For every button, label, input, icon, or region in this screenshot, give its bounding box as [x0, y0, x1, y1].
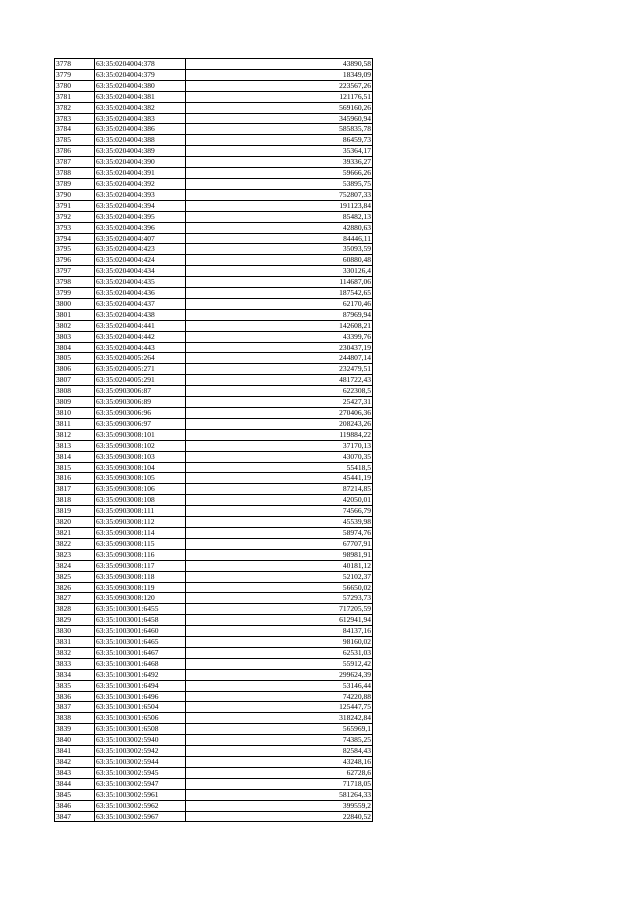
table-row — [55, 724, 373, 735]
cadastral-number-cell: 63:35:0903008:103 — [95, 451, 186, 462]
row-number-cell: 3783 — [55, 113, 95, 124]
table-row — [55, 266, 373, 277]
row-number-cell: 3836 — [55, 691, 95, 702]
row-number-cell: 3809 — [55, 397, 95, 408]
table-row — [55, 757, 373, 768]
table-row — [55, 593, 373, 604]
value-cell: 121176,51 — [186, 91, 373, 102]
value-cell: 86459,73 — [186, 135, 373, 146]
value-cell: 43399,76 — [186, 331, 373, 342]
cadastral-number-cell: 63:35:0204004:435 — [95, 277, 186, 288]
row-number-cell: 3786 — [55, 146, 95, 157]
cadastral-number-cell: 63:35:0204004:391 — [95, 168, 186, 179]
table-row — [55, 484, 373, 495]
row-number-cell: 3792 — [55, 211, 95, 222]
cadastral-number-cell: 63:35:0903008:117 — [95, 560, 186, 571]
value-cell: 84137,16 — [186, 626, 373, 637]
row-number-cell: 3828 — [55, 604, 95, 615]
cadastral-number-cell: 63:35:0903008:112 — [95, 517, 186, 528]
table-row — [55, 789, 373, 800]
cadastral-number-cell: 63:35:1003001:6468 — [95, 658, 186, 669]
value-cell: 37170,13 — [186, 440, 373, 451]
table-row — [55, 91, 373, 102]
value-cell: 57293,73 — [186, 593, 373, 604]
cadastral-number-cell: 63:35:0903008:119 — [95, 582, 186, 593]
cadastral-number-cell: 63:35:0204004:390 — [95, 157, 186, 168]
value-cell: 299624,39 — [186, 669, 373, 680]
value-cell: 43890,58 — [186, 59, 373, 70]
cadastral-number-cell: 63:35:1003001:6465 — [95, 637, 186, 648]
cadastral-number-cell: 63:35:0204005:291 — [95, 375, 186, 386]
row-number-cell: 3784 — [55, 124, 95, 135]
cadastral-number-cell: 63:35:0204004:383 — [95, 113, 186, 124]
row-number-cell: 3793 — [55, 222, 95, 233]
cadastral-number-cell: 63:35:0903008:111 — [95, 506, 186, 517]
value-cell: 84446,11 — [186, 233, 373, 244]
cadastral-number-cell: 63:35:1003001:6508 — [95, 724, 186, 735]
cadastral-number-cell: 63:35:0903006:87 — [95, 386, 186, 397]
row-number-cell: 3790 — [55, 189, 95, 200]
row-number-cell: 3816 — [55, 473, 95, 484]
table-row — [55, 69, 373, 80]
table-row — [55, 811, 373, 822]
row-number-cell: 3794 — [55, 233, 95, 244]
value-cell: 270406,36 — [186, 408, 373, 419]
value-cell: 67707,91 — [186, 538, 373, 549]
cadastral-number-cell: 63:35:1003002:5967 — [95, 811, 186, 822]
table-row — [55, 669, 373, 680]
table-row — [55, 506, 373, 517]
cadastral-number-cell: 63:35:1003002:5945 — [95, 767, 186, 778]
row-number-cell: 3800 — [55, 298, 95, 309]
value-cell: 40181,12 — [186, 560, 373, 571]
cadastral-number-cell: 63:35:0204004:378 — [95, 59, 186, 70]
row-number-cell: 3812 — [55, 429, 95, 440]
cadastral-number-cell: 63:35:1003001:6494 — [95, 680, 186, 691]
value-cell: 230437,19 — [186, 342, 373, 353]
row-number-cell: 3819 — [55, 506, 95, 517]
value-cell: 85482,13 — [186, 211, 373, 222]
value-cell: 53146,44 — [186, 680, 373, 691]
cadastral-number-cell: 63:35:0903008:101 — [95, 429, 186, 440]
cadastral-number-cell: 63:35:1003001:6492 — [95, 669, 186, 680]
table-row — [55, 375, 373, 386]
cadastral-number-cell: 63:35:1003001:6458 — [95, 615, 186, 626]
row-number-cell: 3805 — [55, 353, 95, 364]
cadastral-number-cell: 63:35:0204004:434 — [95, 266, 186, 277]
value-cell: 244807,14 — [186, 353, 373, 364]
value-cell: 58974,76 — [186, 527, 373, 538]
value-cell: 752807,33 — [186, 189, 373, 200]
table-row — [55, 320, 373, 331]
table-row — [55, 222, 373, 233]
value-cell: 119884,22 — [186, 429, 373, 440]
table-row — [55, 200, 373, 211]
row-number-cell: 3820 — [55, 517, 95, 528]
value-cell: 35093,59 — [186, 244, 373, 255]
row-number-cell: 3840 — [55, 735, 95, 746]
row-number-cell: 3781 — [55, 91, 95, 102]
cadastral-number-cell: 63:35:0903008:102 — [95, 440, 186, 451]
cadastral-number-cell: 63:35:0903006:89 — [95, 397, 186, 408]
cadastral-number-cell: 63:35:0903008:105 — [95, 473, 186, 484]
table-row — [55, 189, 373, 200]
value-cell: 55912,42 — [186, 658, 373, 669]
value-cell: 191123,84 — [186, 200, 373, 211]
value-cell: 62728,6 — [186, 767, 373, 778]
value-cell: 45539,98 — [186, 517, 373, 528]
row-number-cell: 3814 — [55, 451, 95, 462]
cadastral-number-cell: 63:35:1003001:6455 — [95, 604, 186, 615]
table-row — [55, 277, 373, 288]
table-row — [55, 298, 373, 309]
value-cell: 62170,46 — [186, 298, 373, 309]
cadastral-number-cell: 63:35:0204004:379 — [95, 69, 186, 80]
table-row — [55, 615, 373, 626]
row-number-cell: 3847 — [55, 811, 95, 822]
table-row — [55, 604, 373, 615]
value-cell: 717205,59 — [186, 604, 373, 615]
table-row — [55, 331, 373, 342]
value-cell: 585835,78 — [186, 124, 373, 135]
row-number-cell: 3799 — [55, 288, 95, 299]
table-row — [55, 680, 373, 691]
cadastral-number-cell: 63:35:1003001:6467 — [95, 647, 186, 658]
cadastral-number-cell: 63:35:1003001:6460 — [95, 626, 186, 637]
row-number-cell: 3826 — [55, 582, 95, 593]
cadastral-number-cell: 63:35:1003002:5962 — [95, 800, 186, 811]
table-row — [55, 571, 373, 582]
table-row — [55, 746, 373, 757]
value-cell: 43248,16 — [186, 757, 373, 768]
row-number-cell: 3829 — [55, 615, 95, 626]
table-row — [55, 233, 373, 244]
table-row — [55, 637, 373, 648]
row-number-cell: 3804 — [55, 342, 95, 353]
row-number-cell: 3831 — [55, 637, 95, 648]
table-row — [55, 124, 373, 135]
cadastral-number-cell: 63:35:1003001:6496 — [95, 691, 186, 702]
value-cell: 59666,26 — [186, 168, 373, 179]
table-row — [55, 113, 373, 124]
table-row — [55, 582, 373, 593]
value-cell: 43070,35 — [186, 451, 373, 462]
row-number-cell: 3779 — [55, 69, 95, 80]
table-row — [55, 102, 373, 113]
row-number-cell: 3811 — [55, 418, 95, 429]
table-row — [55, 517, 373, 528]
cadastral-number-cell: 63:35:0204004:389 — [95, 146, 186, 157]
value-cell: 208243,26 — [186, 418, 373, 429]
table-row — [55, 429, 373, 440]
table-row — [55, 342, 373, 353]
table-row — [55, 364, 373, 375]
cadastral-number-cell: 63:35:1003001:6504 — [95, 702, 186, 713]
value-cell: 565969,1 — [186, 724, 373, 735]
cadastral-number-cell: 63:35:0204004:396 — [95, 222, 186, 233]
cadastral-number-cell: 63:35:0903008:106 — [95, 484, 186, 495]
table-row — [55, 157, 373, 168]
cadastral-number-cell: 63:35:1003002:5947 — [95, 778, 186, 789]
value-cell: 53895,75 — [186, 178, 373, 189]
value-cell: 22840,52 — [186, 811, 373, 822]
row-number-cell: 3795 — [55, 244, 95, 255]
row-number-cell: 3807 — [55, 375, 95, 386]
value-cell: 125447,75 — [186, 702, 373, 713]
table-row — [55, 527, 373, 538]
value-cell: 581264,33 — [186, 789, 373, 800]
row-number-cell: 3778 — [55, 59, 95, 70]
table-row — [55, 473, 373, 484]
table-row — [55, 397, 373, 408]
value-cell: 318242,84 — [186, 713, 373, 724]
cadastral-number-cell: 63:35:0903008:120 — [95, 593, 186, 604]
row-number-cell: 3803 — [55, 331, 95, 342]
row-number-cell: 3785 — [55, 135, 95, 146]
cadastral-number-cell: 63:35:0204004:423 — [95, 244, 186, 255]
table-row — [55, 767, 373, 778]
row-number-cell: 3802 — [55, 320, 95, 331]
row-number-cell: 3788 — [55, 168, 95, 179]
cadastral-number-cell: 63:35:0903006:97 — [95, 418, 186, 429]
table-row — [55, 288, 373, 299]
cadastral-number-cell: 63:35:0903006:96 — [95, 408, 186, 419]
cadastral-number-cell: 63:35:0204004:382 — [95, 102, 186, 113]
value-cell: 612941,94 — [186, 615, 373, 626]
cadastral-number-cell: 63:35:0903008:115 — [95, 538, 186, 549]
cadastral-number-cell: 63:35:0204004:438 — [95, 309, 186, 320]
value-cell: 142608,21 — [186, 320, 373, 331]
cadastral-number-cell: 63:35:0204004:443 — [95, 342, 186, 353]
row-number-cell: 3798 — [55, 277, 95, 288]
value-cell: 39336,27 — [186, 157, 373, 168]
row-number-cell: 3823 — [55, 549, 95, 560]
row-number-cell: 3839 — [55, 724, 95, 735]
table-row — [55, 691, 373, 702]
table-row — [55, 495, 373, 506]
value-cell: 345960,94 — [186, 113, 373, 124]
cadastral-number-cell: 63:35:0204005:271 — [95, 364, 186, 375]
value-cell: 60880,48 — [186, 255, 373, 266]
table-row — [55, 549, 373, 560]
cadastral-number-cell: 63:35:0204004:381 — [95, 91, 186, 102]
row-number-cell: 3825 — [55, 571, 95, 582]
table-row — [55, 702, 373, 713]
table-row — [55, 778, 373, 789]
value-cell: 45441,19 — [186, 473, 373, 484]
cadastral-number-cell: 63:35:0204004:392 — [95, 178, 186, 189]
table-row — [55, 244, 373, 255]
cadastral-number-cell: 63:35:0204005:264 — [95, 353, 186, 364]
value-cell: 74385,25 — [186, 735, 373, 746]
table-row — [55, 168, 373, 179]
cadastral-number-cell: 63:35:1003002:5961 — [95, 789, 186, 800]
value-cell: 52102,37 — [186, 571, 373, 582]
table-row — [55, 80, 373, 91]
row-number-cell: 3833 — [55, 658, 95, 669]
row-number-cell: 3837 — [55, 702, 95, 713]
row-number-cell: 3830 — [55, 626, 95, 637]
cadastral-number-cell: 63:35:0204004:424 — [95, 255, 186, 266]
value-cell: 74220,88 — [186, 691, 373, 702]
cadastral-number-cell: 63:35:0204004:388 — [95, 135, 186, 146]
value-cell: 42880,63 — [186, 222, 373, 233]
table-row — [55, 135, 373, 146]
table-row — [55, 462, 373, 473]
cadastral-number-cell: 63:35:1003002:5944 — [95, 757, 186, 768]
row-number-cell: 3821 — [55, 527, 95, 538]
cadastral-number-cell: 63:35:0903008:104 — [95, 462, 186, 473]
row-number-cell: 3810 — [55, 408, 95, 419]
cadastral-value-table — [54, 58, 373, 822]
row-number-cell: 3846 — [55, 800, 95, 811]
table-row — [55, 408, 373, 419]
row-number-cell: 3796 — [55, 255, 95, 266]
cadastral-number-cell: 63:35:0204004:407 — [95, 233, 186, 244]
cadastral-number-cell: 63:35:0903008:116 — [95, 549, 186, 560]
value-cell: 87969,94 — [186, 309, 373, 320]
cadastral-number-cell: 63:35:0204004:436 — [95, 288, 186, 299]
row-number-cell: 3808 — [55, 386, 95, 397]
value-cell: 55418,5 — [186, 462, 373, 473]
row-number-cell: 3824 — [55, 560, 95, 571]
row-number-cell: 3813 — [55, 440, 95, 451]
table-row — [55, 146, 373, 157]
value-cell: 622308,5 — [186, 386, 373, 397]
row-number-cell: 3818 — [55, 495, 95, 506]
row-number-cell: 3789 — [55, 178, 95, 189]
value-cell: 187542,65 — [186, 288, 373, 299]
row-number-cell: 3845 — [55, 789, 95, 800]
row-number-cell: 3844 — [55, 778, 95, 789]
table-row — [55, 713, 373, 724]
row-number-cell: 3841 — [55, 746, 95, 757]
table-row — [55, 178, 373, 189]
table-row — [55, 800, 373, 811]
cadastral-number-cell: 63:35:0204004:395 — [95, 211, 186, 222]
value-cell: 82584,43 — [186, 746, 373, 757]
table-row — [55, 386, 373, 397]
table-row — [55, 211, 373, 222]
table-row — [55, 560, 373, 571]
row-number-cell: 3832 — [55, 647, 95, 658]
row-number-cell: 3827 — [55, 593, 95, 604]
value-cell: 481722,43 — [186, 375, 373, 386]
value-cell: 25427,31 — [186, 397, 373, 408]
value-cell: 35364,17 — [186, 146, 373, 157]
cadastral-number-cell: 63:35:0204004:394 — [95, 200, 186, 211]
value-cell: 98981,91 — [186, 549, 373, 560]
table-row — [55, 440, 373, 451]
cadastral-number-cell: 63:35:1003001:6506 — [95, 713, 186, 724]
row-number-cell: 3780 — [55, 80, 95, 91]
table-row — [55, 418, 373, 429]
table-row — [55, 735, 373, 746]
cadastral-number-cell: 63:35:0204004:437 — [95, 298, 186, 309]
cadastral-number-cell: 63:35:0204004:441 — [95, 320, 186, 331]
row-number-cell: 3815 — [55, 462, 95, 473]
table-row — [55, 647, 373, 658]
table-row — [55, 353, 373, 364]
row-number-cell: 3835 — [55, 680, 95, 691]
value-cell: 71718,05 — [186, 778, 373, 789]
cadastral-number-cell: 63:35:0903008:108 — [95, 495, 186, 506]
table-row — [55, 255, 373, 266]
value-cell: 569160,26 — [186, 102, 373, 113]
value-cell: 114687,06 — [186, 277, 373, 288]
value-cell: 98160,02 — [186, 637, 373, 648]
row-number-cell: 3843 — [55, 767, 95, 778]
value-cell: 87214,85 — [186, 484, 373, 495]
row-number-cell: 3801 — [55, 309, 95, 320]
row-number-cell: 3797 — [55, 266, 95, 277]
cadastral-number-cell: 63:35:0204004:442 — [95, 331, 186, 342]
row-number-cell: 3842 — [55, 757, 95, 768]
cadastral-number-cell: 63:35:1003002:5940 — [95, 735, 186, 746]
cadastral-number-cell: 63:35:0903008:114 — [95, 527, 186, 538]
value-cell: 232479,51 — [186, 364, 373, 375]
row-number-cell: 3782 — [55, 102, 95, 113]
table-row — [55, 309, 373, 320]
table-row — [55, 451, 373, 462]
row-number-cell: 3806 — [55, 364, 95, 375]
row-number-cell: 3834 — [55, 669, 95, 680]
table-row — [55, 626, 373, 637]
cadastral-number-cell: 63:35:0903008:118 — [95, 571, 186, 582]
table-row — [55, 59, 373, 70]
row-number-cell: 3791 — [55, 200, 95, 211]
value-cell: 74566,79 — [186, 506, 373, 517]
value-cell: 42050,01 — [186, 495, 373, 506]
value-cell: 62531,03 — [186, 647, 373, 658]
cadastral-number-cell: 63:35:0204004:380 — [95, 80, 186, 91]
table-body — [55, 59, 373, 822]
value-cell: 399559,2 — [186, 800, 373, 811]
row-number-cell: 3838 — [55, 713, 95, 724]
table-row — [55, 658, 373, 669]
value-cell: 223567,26 — [186, 80, 373, 91]
row-number-cell: 3787 — [55, 157, 95, 168]
value-cell: 330126,4 — [186, 266, 373, 277]
row-number-cell: 3822 — [55, 538, 95, 549]
cadastral-number-cell: 63:35:0204004:386 — [95, 124, 186, 135]
value-cell: 56650,02 — [186, 582, 373, 593]
cadastral-number-cell: 63:35:1003002:5942 — [95, 746, 186, 757]
cadastral-number-cell: 63:35:0204004:393 — [95, 189, 186, 200]
value-cell: 18349,09 — [186, 69, 373, 80]
row-number-cell: 3817 — [55, 484, 95, 495]
table-row — [55, 538, 373, 549]
